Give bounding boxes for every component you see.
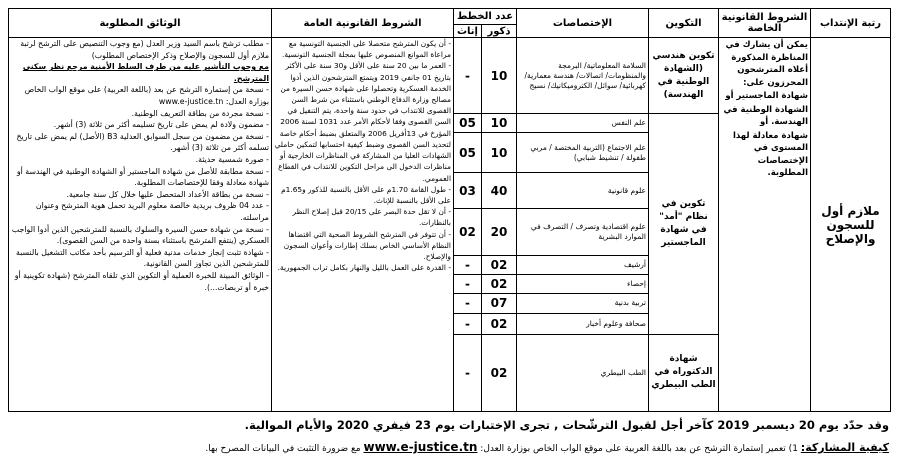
specialty-males: 02 <box>482 274 517 293</box>
special-condition: الشهادة الوطنية في الهندسة. أو <box>723 104 808 128</box>
deadline-text: وقد حدّد يوم 20 ديسمبر 2019 كآخر أجل لقبول الترشّحات , تجرى الإختبارات يوم 23 فيفري 2020 والأيام الموالية. <box>244 418 889 432</box>
specialty-females: 05 <box>454 133 482 173</box>
document-item: - مطلب ترشح باسم السيد وزير العدل (مع وجوب التنصيص على الترشح لرتبة ملازم أول للسجون والإصلاح وذكر الإختصاص المطلوب) <box>20 39 269 60</box>
document-item-emphasis: مع وجوب التأشير عليه من طرف السلط الأمنية مرجع نظر سكنى المترشح. <box>22 62 269 83</box>
header-documents: الوثائق المطلوبة <box>9 9 272 38</box>
specialty-males: 40 <box>482 173 517 209</box>
specialty-name: إحصاء <box>517 274 649 293</box>
specialty-name: أرشيف <box>517 255 649 274</box>
document-item: - عدد 04 ظروف بريدية خالصة معلوم البريد تحمل هوية المترشح وعنوان مراسلته. <box>35 201 269 222</box>
document-item: - مضمون ولادة لم يمض على تاريخ تسليمه أكثر من ثلاثة (3) أشهر. <box>53 120 269 130</box>
rank-cell: ملازم أول للسجون والإصلاح <box>811 38 891 412</box>
header-males: ذكور <box>482 25 517 38</box>
document-item: - صورة شمسية حديثة. <box>195 155 269 164</box>
specialty-males: 02 <box>482 334 517 411</box>
specialty-males: 20 <box>482 209 517 255</box>
special-condition: يمكن أن يشارك في المناظرة المذكورة أعلاه المترشحون المحرزون على: <box>725 40 808 88</box>
header-general-conditions: الشروط القانونية العامة <box>272 9 454 38</box>
specialty-females: - <box>454 293 482 313</box>
header-specialties: الإختصاصات <box>517 9 649 38</box>
document-item: - نسخة من إستمارة الترشح عن بعد (باللغة العربية) على موقع الواب الخاص بوزارة العدل: www.e-justice.tn <box>24 85 269 107</box>
participation-note: مع ضرورة التثبت في البيانات المصرح بها. <box>205 444 361 454</box>
header-training: التكوين <box>649 9 719 38</box>
specialty-males: 02 <box>482 255 517 274</box>
recruitment-table <box>8 8 891 412</box>
document-item: - شهادة تثبت إنجاز خدمات مدنية فعلية أو الترسيم بأحد مكاتب التشغيل بالنسبة للمترشحين الذين تجاوز السن القانونية. <box>15 247 269 269</box>
specialty-males: 10 <box>482 114 517 133</box>
general-condition: - طول القامة 1.70م على الأقل بالنسبة للذكور و1.65م على الأقل بالنسبة للإناث. <box>281 184 451 205</box>
specialty-females: 02 <box>454 209 482 255</box>
document-item: - الوثائق المبينة للخبرة العملية أو التكوين الذي تلقاه المترشح (شهادة تكوينية أو خبرة أو تربصات...). <box>14 270 269 292</box>
document-item: - نسخة مطابقة للأصل من شهادة الماجستير أو الشهادة الوطنية في الهندسة أو شهادة معادلة وفقا للإختصاصات المطلوبة. <box>16 166 269 188</box>
specialty-name: علوم اقتصادية وتصرف / التصرف في الموارد البشرية <box>517 209 649 255</box>
document-item-bold <box>11 61 269 84</box>
header-plan-count: عدد الخطط <box>454 9 517 25</box>
specialty-name: الطب البيطري <box>517 334 649 411</box>
specialty-females: - <box>454 255 482 274</box>
specialty-females: - <box>454 313 482 334</box>
general-condition: - أن تتوفر في المترشح الشروط الصحية التي اقتضاها النظام الأساسي الخاص بسلك إطارات وأعوان السجون والإصلاح. <box>283 229 451 261</box>
general-condition: - أن يكون المترشح متحصلا على الجنسية التونسية مع مراعاة الموانع المنصوص عليها بمجلة الجنسية التونسية. <box>281 39 451 60</box>
general-condition: - القدرة على العمل بالليل والنهار بكامل تراب الجمهورية. <box>277 263 451 273</box>
special-condition: شهادة الماجستير أو <box>725 91 808 102</box>
training-engineering: تكوين هندسي (الشهادة الوطنية في الهندسة) <box>649 38 719 114</box>
general-condition: - أن لا تقل حدة البصر على 20/15 قبل إصلاح النظر بالنظارات. <box>292 207 451 228</box>
header-special-conditions: الشروط القانونية الخاصة <box>719 9 811 38</box>
document-item: - نسخة مجردة من بطاقة التعريف الوطنية. <box>131 108 269 118</box>
participation-line <box>9 440 889 454</box>
training-doctorate: شهادة الدكتوراه في الطب البيطري <box>649 334 719 411</box>
special-conditions-cell <box>719 38 811 412</box>
header-rank: رتبة الإنتداب <box>811 9 891 38</box>
specialty-name: علم النفس <box>517 114 649 133</box>
specialty-females: - <box>454 334 482 411</box>
specialty-name: علوم قانونية <box>517 173 649 209</box>
documents-cell <box>9 38 272 412</box>
specialty-name: علم الاجتماع (التربية المختصة / مربي طفولة / تنشيط شبابي) <box>517 133 649 173</box>
specialty-males: 02 <box>482 313 517 334</box>
specialty-females: 05 <box>454 114 482 133</box>
document-item: - نسخة من مضمون من سجل السوابق العدلية B3 (الأصل) لم يمض على تاريخ تسلمه أكثر من ثلاثة (3) أشهر. <box>16 131 269 153</box>
specialty-name: تربية بدنية <box>517 293 649 313</box>
training-master: تكوين في نظام "أمد" في شهادة الماجستير <box>649 114 719 335</box>
general-condition: - العمر ما بين 20 سنة على الأقل و30 سنة على الأكثر بتاريخ 01 جانفي 2019 ويتمتع المترشحون الذين أدوا الخدمة العسكرية وتحصلوا على شهادة حسن السيرة من مصالح وزارة الدفاع الوطني باستثناء من شرط السن القصوى للانتداب في حدود سنة واحدة، يتم التنفيل في السن القصوى وفقا لأحكام الأمر عدد 1031 لسنة 2006 المؤرخ في 13أفريل 2006 والمتعلق بضبط أحكام خاصة لتحديد السن القصوى وضبط كيفية احتسابها لتمكين حاملي الشهادات العليا من المشاركة في المناظرات الخارجية أو مناظرات الدخول الى مراحل التكوين للانتداب في القطاع العمومي. <box>274 61 451 183</box>
participation-label: كيفية المشاركة: <box>800 441 889 454</box>
document-item: - نسخة من شهادة حسن السيرة والسلوك بالنسبة للمترشحين الذين أدوا الواجب العسكري (ينتفع المترشح باستثناء بسنة واحدة من السن القصوى). <box>11 224 269 246</box>
specialty-name: صحافة وعلوم أخبار <box>517 313 649 334</box>
specialty-name: السلامة المعلوماتية/ البرمجة والمنظومات/ اتصالات/ هندسة معمارية/ كهربائية/ سوائل/ الكتروميكانيك/ نسيج <box>517 38 649 114</box>
header-females: إناث <box>454 25 482 38</box>
specialty-females: - <box>454 274 482 293</box>
special-condition: شهادة معادلة لهذا المستوى في الإختصاصات المطلوبة. <box>732 130 808 179</box>
general-conditions-cell <box>272 38 454 412</box>
specialty-females: 03 <box>454 173 482 209</box>
document-item: - نسخة من بطاقة الأعداد المتحصل عليها خلال كل سنة جامعية. <box>66 189 269 199</box>
specialty-males: 10 <box>482 38 517 114</box>
specialty-males: 10 <box>482 133 517 173</box>
specialty-females: - <box>454 38 482 114</box>
website-link[interactable]: www.e-justice.tn <box>363 440 478 454</box>
specialty-males: 07 <box>482 293 517 313</box>
participation-text: 1) تعمير إستمارة الترشح عن بعد باللغة العربية على موقع الواب الخاص بوزارة العدل: <box>480 444 798 454</box>
